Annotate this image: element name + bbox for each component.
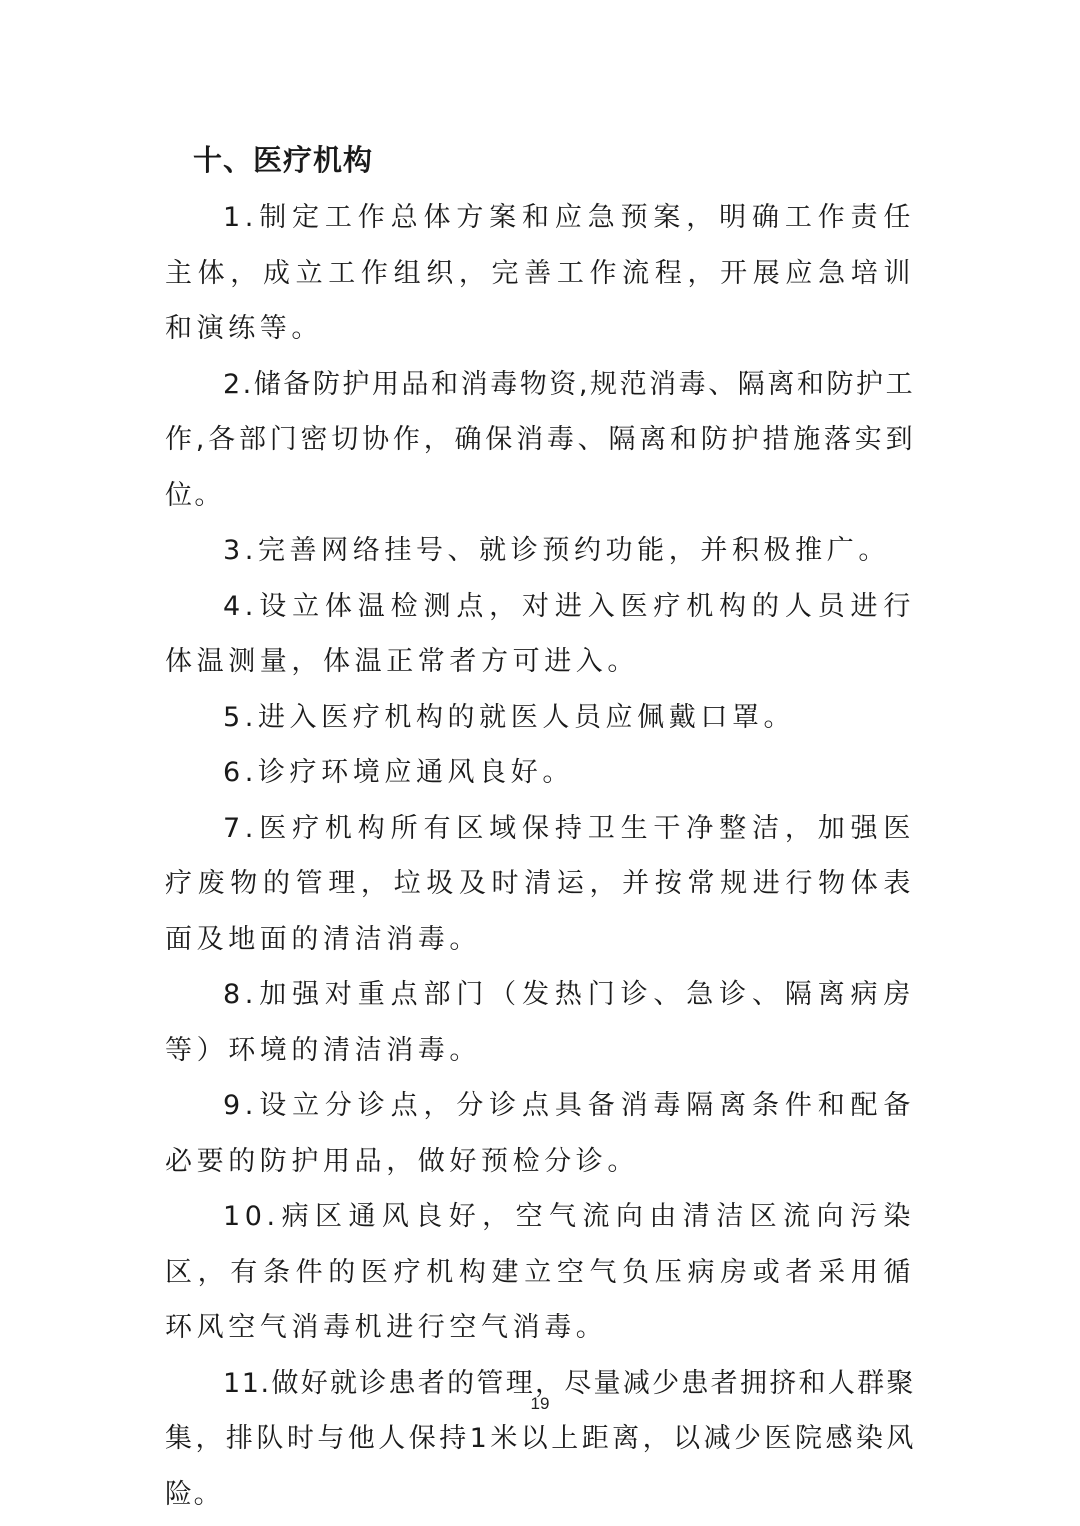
section-heading: 十、医疗机构 (193, 143, 374, 177)
paragraph-10: 10.病区通风良好，空气流向由清洁区流向污染区，有条件的医疗机构建立空气负压病房或者采用循环风空气消毒机进行空气消毒。 (165, 1201, 915, 1343)
paragraph-3: 3.完善网络挂号、就诊预约功能，并积极推广。 (223, 535, 890, 566)
paragraph-11: 11.做好就诊患者的管理，尽量减少患者拥挤和人群聚集，排队时与他人保持1米以上距离，以减少医院感染风险。 (165, 1367, 915, 1510)
paragraph-7: 7.医疗机构所有区域保持卫生干净整洁，加强医疗废物的管理，垃圾及时清运，并按常规进行物体表面及地面的清洁消毒。 (165, 812, 915, 955)
paragraph-2: 2.储备防护用品和消毒物资,规范消毒、隔离和防护工作,各部门密切协作，确保消毒、隔离和防护措施落实到位。 (165, 368, 915, 511)
paragraph-9: 9.设立分诊点，分诊点具备消毒隔离条件和配备必要的防护用品，做好预检分诊。 (165, 1090, 915, 1177)
body-text (165, 190, 915, 1522)
paragraph-5: 5.进入医疗机构的就医人员应佩戴口罩。 (223, 701, 796, 733)
paragraph-4: 4.设立体温检测点，对进入医疗机构的人员进行体温测量，体温正常者方可进入。 (165, 590, 915, 677)
paragraph-6: 6.诊疗环境应通风良好。 (223, 757, 574, 788)
paragraph-1: 1.制定工作总体方案和应急预案，明确工作责任主体，成立工作组织，完善工作流程，开展应急培训和演练等。 (165, 202, 915, 344)
page-number: 19 (530, 1394, 550, 1413)
paragraph-8: 8.加强对重点部门（发热门诊、急诊、隔离病房等）环境的清洁消毒。 (165, 979, 915, 1066)
